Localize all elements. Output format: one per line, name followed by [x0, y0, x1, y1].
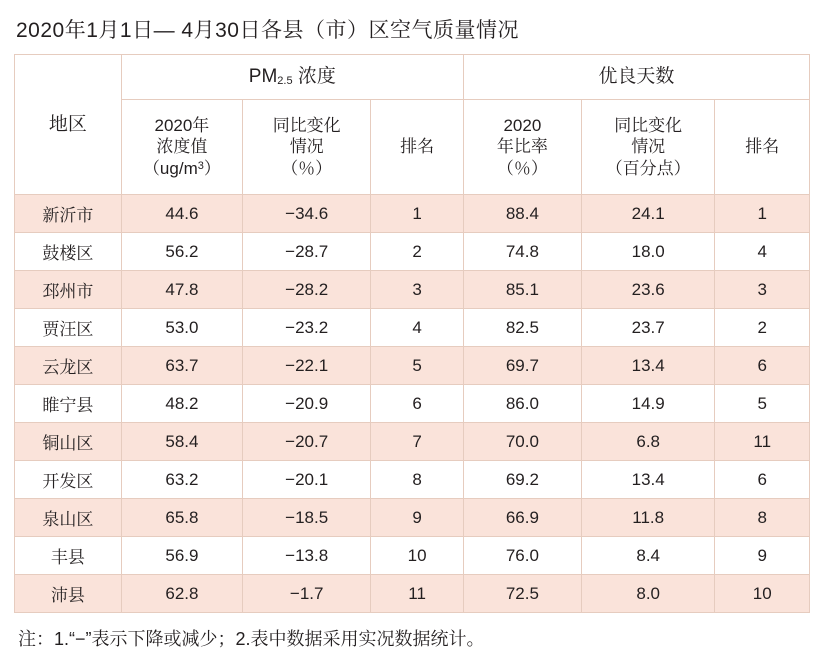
pm25-change-cell: −13.8	[243, 537, 371, 575]
pm25-rank-cell: 5	[371, 347, 463, 385]
pm25-value-cell: 47.8	[121, 271, 242, 309]
days-change-cell: 14.9	[581, 385, 715, 423]
pm25-rank-cell: 3	[371, 271, 463, 309]
days-rank-cell: 2	[715, 309, 810, 347]
days-rate-cell: 76.0	[463, 537, 581, 575]
days-rate-cell: 66.9	[463, 499, 581, 537]
days-change-cell: 18.0	[581, 233, 715, 271]
header-pm25-change	[243, 100, 371, 195]
region-name-cell: 云龙区	[15, 347, 122, 385]
region-name-cell: 铜山区	[15, 423, 122, 461]
pm25-value-cell: 63.2	[121, 461, 242, 499]
table-row	[15, 309, 810, 347]
table-note: 注：1.“−”表示下降或减少；2.表中数据采用实况数据统计。	[18, 629, 485, 649]
header-days-rank: 排名	[715, 100, 810, 195]
pm25-change-cell: −1.7	[243, 575, 371, 613]
pm25-value-cell: 58.4	[121, 423, 242, 461]
days-change-cell: 6.8	[581, 423, 715, 461]
days-change-cell: 13.4	[581, 461, 715, 499]
header-pm25-value-line2: 浓度值	[156, 137, 208, 157]
pm25-change-cell: −20.9	[243, 385, 371, 423]
header-days-rate-line1: 2020	[503, 116, 542, 136]
table-row	[15, 271, 810, 309]
region-name-cell: 开发区	[15, 461, 122, 499]
header-good-days-group: 优良天数	[463, 55, 809, 100]
pm25-change-cell: −34.6	[243, 195, 371, 233]
days-rank-cell: 4	[715, 233, 810, 271]
days-rank-cell: 6	[715, 461, 810, 499]
region-name-cell: 丰县	[15, 537, 122, 575]
table-row	[15, 537, 810, 575]
pm25-value-cell: 48.2	[121, 385, 242, 423]
pm25-value-cell: 56.9	[121, 537, 242, 575]
pm25-value-cell: 44.6	[121, 195, 242, 233]
header-pm25-change-line1: 同比变化	[272, 116, 341, 136]
header-days-rate	[463, 100, 581, 195]
header-days-change-line3: （百分点）	[605, 158, 691, 178]
pm25-rank-cell: 10	[371, 537, 463, 575]
pm25-value-cell: 65.8	[121, 499, 242, 537]
region-name-cell: 贾汪区	[15, 309, 122, 347]
table-header	[15, 55, 810, 195]
header-region: 地区	[15, 55, 122, 195]
pm25-change-cell: −20.7	[243, 423, 371, 461]
pm25-rank-cell: 9	[371, 499, 463, 537]
header-pm25-value	[121, 100, 242, 195]
region-name-cell: 泉山区	[15, 499, 122, 537]
header-pm25-change-line2: 情况	[289, 137, 324, 157]
days-rate-cell: 88.4	[463, 195, 581, 233]
days-rate-cell: 82.5	[463, 309, 581, 347]
table-body	[15, 195, 810, 613]
days-rate-cell: 69.2	[463, 461, 581, 499]
days-rate-cell: 86.0	[463, 385, 581, 423]
pm25-rank-cell: 4	[371, 309, 463, 347]
table-row	[15, 423, 810, 461]
table-row	[15, 499, 810, 537]
days-rank-cell: 1	[715, 195, 810, 233]
region-name-cell: 鼓楼区	[15, 233, 122, 271]
days-rank-cell: 5	[715, 385, 810, 423]
days-rate-cell: 72.5	[463, 575, 581, 613]
days-rank-cell: 3	[715, 271, 810, 309]
region-name-cell: 睢宁县	[15, 385, 122, 423]
page-title: 2020年1月1日— 4月30日各县（市）区空气质量情况	[16, 19, 519, 42]
header-pm25-change-line3: （％）	[281, 158, 333, 178]
air-quality-table	[14, 54, 810, 613]
days-rank-cell: 8	[715, 499, 810, 537]
pm25-rank-cell: 6	[371, 385, 463, 423]
days-rate-cell: 69.7	[463, 347, 581, 385]
pm25-change-cell: −28.2	[243, 271, 371, 309]
days-change-cell: 13.4	[581, 347, 715, 385]
header-pm25-group: $PM_{2.5}$ 浓度	[121, 55, 463, 100]
header-pm25-value-line1: 2020年	[154, 116, 210, 136]
header-days-change-line1: 同比变化	[614, 116, 683, 136]
days-change-cell: 23.6	[581, 271, 715, 309]
days-rate-cell: 74.8	[463, 233, 581, 271]
region-name-cell: 新沂市	[15, 195, 122, 233]
header-pm25-value-line3: $(ug/m^3)$	[142, 158, 221, 178]
days-change-cell: 8.4	[581, 537, 715, 575]
days-change-cell: 23.7	[581, 309, 715, 347]
pm25-rank-cell: 8	[371, 461, 463, 499]
table-row	[15, 233, 810, 271]
table-row	[15, 461, 810, 499]
days-rate-cell: 85.1	[463, 271, 581, 309]
days-change-cell: 11.8	[581, 499, 715, 537]
header-days-change-line2: 情况	[631, 137, 666, 157]
header-days-change	[581, 100, 715, 195]
header-pm25-rank: 排名	[371, 100, 463, 195]
pm25-change-cell: −20.1	[243, 461, 371, 499]
pm25-value-cell: 62.8	[121, 575, 242, 613]
header-days-rate-line2: 年比率	[496, 137, 548, 157]
pm25-rank-cell: 2	[371, 233, 463, 271]
days-rank-cell: 10	[715, 575, 810, 613]
pm25-change-cell: −28.7	[243, 233, 371, 271]
days-rate-cell: 70.0	[463, 423, 581, 461]
header-days-rate-line3: （％）	[496, 158, 548, 178]
days-rank-cell: 9	[715, 537, 810, 575]
pm25-change-cell: −23.2	[243, 309, 371, 347]
pm25-rank-cell: 1	[371, 195, 463, 233]
days-rank-cell: 11	[715, 423, 810, 461]
region-name-cell: 沛县	[15, 575, 122, 613]
table-header-group-row	[15, 55, 810, 100]
pm25-value-cell: 56.2	[121, 233, 242, 271]
days-change-cell: 8.0	[581, 575, 715, 613]
days-change-cell: 24.1	[581, 195, 715, 233]
region-name-cell: 邳州市	[15, 271, 122, 309]
table-row	[15, 575, 810, 613]
table-row	[15, 385, 810, 423]
days-rank-cell: 6	[715, 347, 810, 385]
table-row	[15, 195, 810, 233]
pm25-change-cell: −22.1	[243, 347, 371, 385]
table-row	[15, 347, 810, 385]
pm25-rank-cell: 11	[371, 575, 463, 613]
pm25-value-cell: 53.0	[121, 309, 242, 347]
pm25-value-cell: 63.7	[121, 347, 242, 385]
table-header-sub-row	[15, 100, 810, 195]
pm25-rank-cell: 7	[371, 423, 463, 461]
pm25-change-cell: −18.5	[243, 499, 371, 537]
